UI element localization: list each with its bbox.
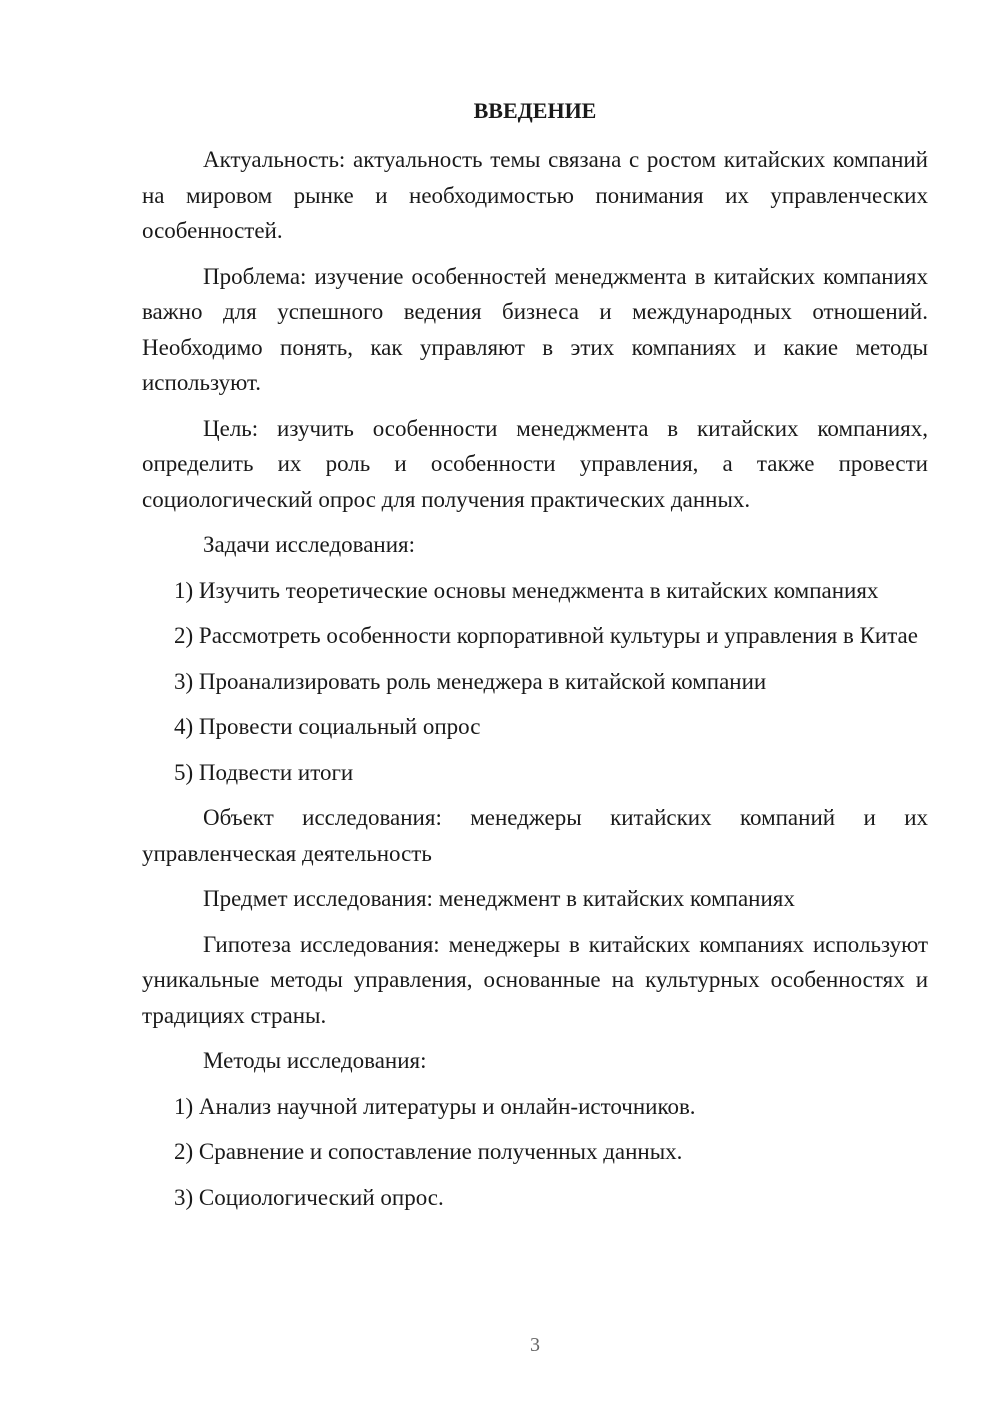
paragraph-hypothesis: Гипотеза исследования: менеджеры в китайских компаниях используют уникальные методы управления, основанные на культурных особенностях и традициях страны. (142, 931, 928, 1028)
paragraph-subject: Предмет исследования: менеджмент в китайских компаниях (203, 886, 795, 911)
paragraph-goal: Цель: изучить особенности менеджмента в китайских компаниях, определить их роль и особенности управления, а также провести социологический опрос для получения практических данных. (142, 415, 928, 512)
paragraph-relevance: Актуальность: актуальность темы связана с ростом китайских компаний на мировом рынке и необходимостью понимания их управленческих особенностей. (142, 147, 928, 243)
paragraph-object: Объект исследования: менеджеры китайских компаний и их управленческая деятельность (142, 805, 928, 866)
task-item: 2) Рассмотреть особенности корпоративной культуры и управления в Китае (174, 623, 918, 648)
tasks-heading: Задачи исследования: (203, 532, 416, 557)
document-body (142, 142, 928, 1225)
task-item: 3) Проанализировать роль менеджера в китайской компании (174, 668, 767, 694)
task-item: 1) Изучить теоретические основы менеджмента в китайских компаниях (174, 577, 879, 603)
methods-heading: Методы исследования: (203, 1048, 427, 1073)
task-item: 5) Подвести итоги (174, 759, 354, 785)
page-number: 3 (530, 1334, 540, 1356)
method-item: 1) Анализ научной литературы и онлайн-источников. (174, 1093, 696, 1119)
task-item: 4) Провести социальный опрос (174, 714, 481, 739)
section-title: ВВЕДЕНИЕ (473, 98, 597, 123)
method-item: 2) Сравнение и сопоставление полученных данных. (174, 1139, 683, 1164)
paragraph-problem: Проблема: изучение особенностей менеджмента в китайских компаниях важно для успешного ведения бизнеса и международных отношений. Необходимо понять, как управляют в этих компаниях и какие методы используют. (142, 263, 928, 395)
method-item: 3) Социологический опрос. (174, 1184, 444, 1210)
